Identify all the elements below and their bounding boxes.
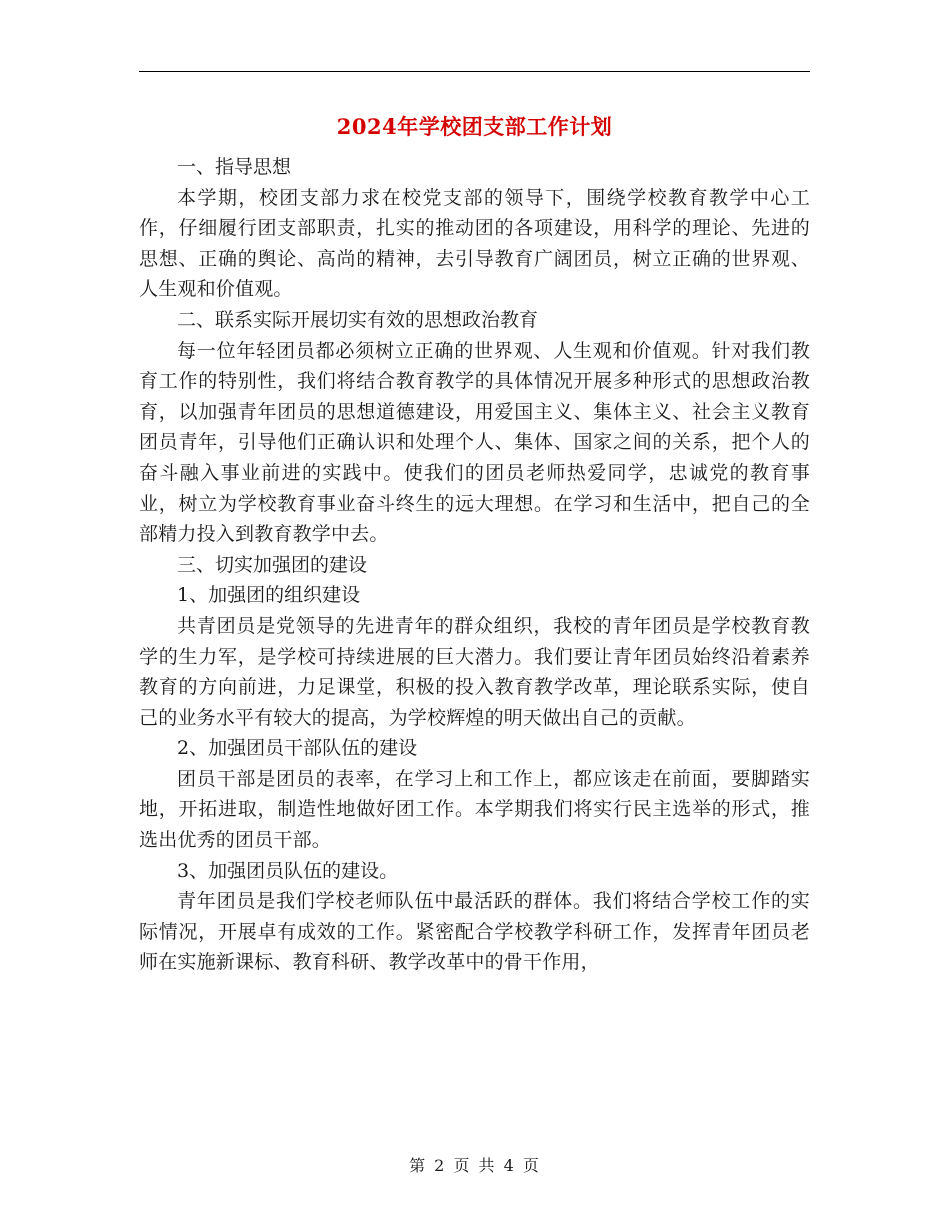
subsection-heading: 1、加强团的组织建设	[177, 584, 361, 607]
section-heading: 三、切实加强团的建设	[177, 553, 368, 576]
section-heading: 二、联系实际开展切实有效的思想政治教育	[177, 308, 539, 331]
body-paragraph: 青年团员是我们学校老师队伍中最活跃的群体。我们将结合学校工作的实际情况，开展卓有成效的工作。紧密配合学校教学科研工作，发挥青年团员老师在实施新课标、教育科研、教学改革中的骨干作用，	[139, 890, 810, 974]
page-number-footer: 第 2 页 共 4 页	[409, 1156, 541, 1175]
body-paragraph: 共青团员是党领导的先进青年的群众组织，我校的青年团员是学校教育教学的生力军，是学校可持续进展的巨大潜力。我们要让青年团员始终沿着素养教育的方向前进，力足课堂，积极的投入教育教学改革，理论联系实际，使自己的业务水平有较大的提高，为学校辉煌的明天做出自己的贡献。	[139, 614, 810, 729]
document-title: 2024年学校团支部工作计划	[336, 114, 613, 139]
header-rule	[139, 71, 810, 72]
section-heading: 一、指导思想	[177, 156, 292, 178]
subsection-heading: 3、加强团员队伍的建设。	[177, 859, 399, 882]
document-body	[139, 152, 810, 978]
body-paragraph: 团员干部是团员的表率，在学习上和工作上，都应该走在前面，要脚踏实地，开拓进取，制造性地做好团工作。本学期我们将实行民主选举的形式，推选出优秀的团员干部。	[139, 767, 810, 852]
body-paragraph: 本学期，校团支部力求在校党支部的领导下，围绕学校教育教学中心工作，仔细履行团支部职责，扎实的推动团的各项建设，用科学的理论、先进的思想、正确的舆论、高尚的精神，去引导教育广阔团员，树立正确的世界观、人生观和价值观。	[139, 186, 810, 301]
body-paragraph: 每一位年轻团员都必须树立正确的世界观、人生观和价值观。针对我们教育工作的特别性，我们将结合教育教学的具体情况开展多种形式的思想政治教育，以加强青年团员的思想道德建设，用爱国主义、集体主义、社会主义教育团员青年，引导他们正确认识和处理个人、集体、国家之间的关系，把个人的奋斗融入事业前进的实践中。使我们的团员老师热爱同学，忠诚党的教育事业，树立为学校教育事业奋斗终生的远大理想。在学习和生活中，把自己的全部精力投入到教育教学中去。	[139, 339, 810, 546]
subsection-heading: 2、加强团员干部队伍的建设	[177, 737, 418, 760]
